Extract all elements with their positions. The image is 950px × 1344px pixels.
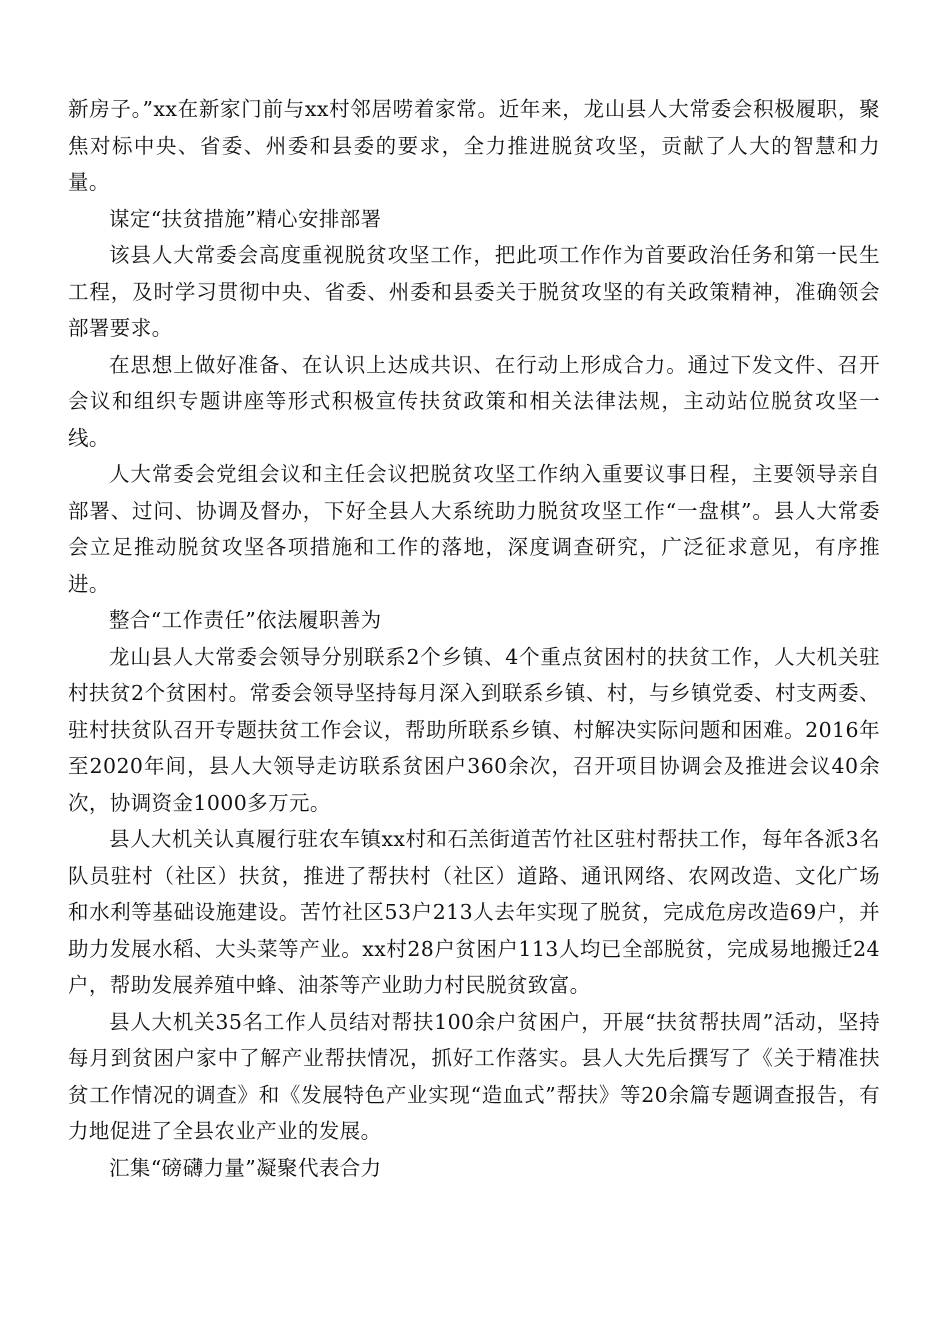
paragraph-body: 在思想上做好准备、在认识上达成共识、在行动上形成合力。通过下发文件、召开会议和组织专题讲座等形式积极宣传扶贫政策和相关法律法规，主动站位脱贫攻坚一线。 [68, 352, 880, 450]
paragraph-intro-continuation: 新房子。”xx在新家门前与xx村邻居唠着家常。近年来，龙山县人大常委会积极履职，聚焦对标中央、省委、州委和县委的要求，全力推进脱贫攻坚，贡献了人大的智慧和力量。 [68, 97, 880, 194]
paragraph-body: 县人大机关35名工作人员结对帮扶100余户贫困户，开展“扶贫帮扶周”活动，坚持每月到贫困户家中了解产业帮扶情况，抓好工作落实。县人大先后撰写了《关于精准扶贫工作情况的调查》和《发展特色产业实现“造血式”帮扶》等20余篇专题调查报告，有力地促进了全县农业产业的发展。 [68, 1009, 880, 1143]
paragraph-body: 龙山县人大常委会领导分别联系2个乡镇、4个重点贫困村的扶贫工作，人大机关驻村扶贫2个贫困村。常委会领导坚持每月深入到联系乡镇、村，与乡镇党委、村支两委、驻村扶贫队召开专题扶贫工作会议，帮助所联系乡镇、村解决实际问题和困难。2016年至2020年间，县人大领导走访联系贫困户360余次，召开项目协调会及推进会议40余次，协调资金1000多万元。 [68, 644, 880, 815]
paragraph-body: 该县人大常委会高度重视脱贫攻坚工作，把此项工作作为首要政治任务和第一民生工程，及时学习贯彻中央、省委、州委和县委关于脱贫攻坚的有关政策精神，准确领会部署要求。 [68, 243, 880, 340]
section-heading-work-responsibility: 整合“工作责任”依法履职善为 [109, 608, 382, 632]
paragraph-body: 县人大机关认真履行驻农车镇xx村和石羔街道苦竹社区驻村帮扶工作，每年各派3名队员驻村（社区）扶贫，推进了帮扶村（社区）道路、通讯网络、农网改造、文化广场和水利等基础设施建设。苦竹社区53户213人去年实现了脱贫，完成危房改造69户，并助力发展水稻、大头菜等产业。xx村28户贫困户113人均已全部脱贫，完成易地搬迁24户，帮助发展养殖中蜂、油茶等产业助力村民脱贫致富。 [68, 827, 880, 997]
section-heading-gather-strength: 汇集“磅礴力量”凝聚代表合力 [109, 1155, 382, 1180]
section-heading-poverty-measures: 谋定“扶贫措施”精心安排部署 [109, 206, 382, 231]
paragraph-body: 人大常委会党组会议和主任会议把脱贫攻坚工作纳入重要议事日程，主要领导亲自部署、过问、协调及督办，下好全县人大系统助力脱贫攻坚工作“一盘棋”。县人大常委会立足推动脱贫攻坚各项措施和工作的落地，深度调查研究，广泛征求意见，有序推进。 [68, 462, 880, 596]
